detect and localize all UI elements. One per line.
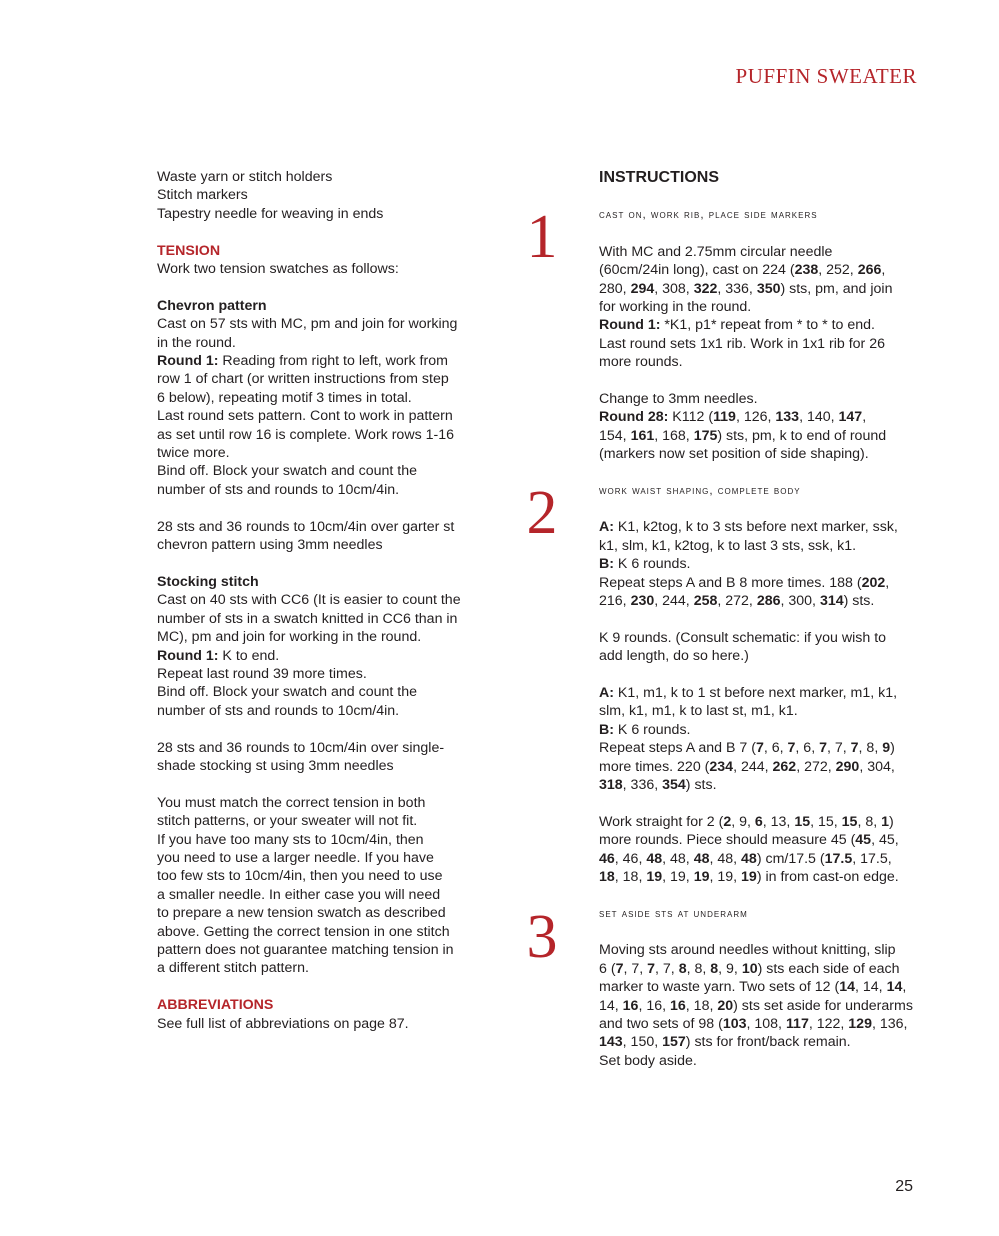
- text-line: more rounds.: [599, 354, 683, 371]
- left-column: [157, 168, 487, 1033]
- text-line: number of sts and rounds to 10cm/4in.: [157, 702, 400, 719]
- text-line: Bind off. Block your swatch and count the: [157, 463, 417, 480]
- materials-item: Waste yarn or stitch holders: [157, 169, 333, 185]
- text-line: 28 sts and 36 rounds to 10cm/4in over single-: [157, 739, 445, 756]
- text-line: k1, slm, k1, k2tog, k to last 3 sts, ssk, k1.: [599, 537, 857, 554]
- stocking-round1: Round 1: K to end.: [157, 647, 280, 664]
- materials-item: Tapestry needle for weaving in ends: [157, 205, 384, 222]
- abbreviations-text: See full list of abbreviations on page 87.: [157, 1015, 409, 1032]
- text-line: 6 below), repeating motif 3 times in total.: [157, 389, 412, 406]
- abbreviations-heading: ABBREVIATIONS: [157, 997, 274, 1014]
- round1-line: Round 1: *K1, p1* repeat from * to * to end.: [599, 317, 875, 334]
- text-line: Set body aside.: [599, 1052, 697, 1069]
- step-b-line: B: K 6 rounds.: [599, 556, 691, 573]
- text-line: shade stocking st using 3mm needles: [157, 757, 394, 774]
- text-line: more rounds. Piece should measure 45 (45, 45,: [599, 832, 899, 849]
- text-line: 28 sts and 36 rounds to 10cm/4in over garter st: [157, 518, 455, 535]
- text-line: chevron pattern using 3mm needles: [157, 537, 383, 554]
- text-line: 280, 294, 308, 322, 336, 350) sts, pm, and join: [599, 280, 893, 297]
- text-line: row 1 of chart (or written instructions from step: [157, 371, 449, 388]
- text-line: 18, 18, 19, 19, 19, 19, 19) in from cast-on edge.: [599, 869, 899, 886]
- text-line: K 9 rounds. (Consult schematic: if you wish to: [599, 629, 887, 646]
- page-number: 25: [895, 1178, 913, 1195]
- step-number-2: 2: [526, 479, 558, 547]
- text-line: (markers now set position of side shaping).: [599, 446, 869, 463]
- text-line: too few sts to 10cm/4in, then you need to use: [157, 868, 443, 885]
- text-line: and two sets of 98 (103, 108, 117, 122, 129, 136,: [599, 1015, 908, 1032]
- text-line: above. Getting the correct tension in one stitch: [157, 923, 450, 940]
- text-line: 154, 161, 168, 175) sts, pm, k to end of round: [599, 427, 887, 444]
- materials-item: Stitch markers: [157, 187, 248, 204]
- round28-line: Round 28: K112 (119, 126, 133, 140, 147,: [599, 409, 867, 426]
- text-line: pattern does not guarantee matching tension in: [157, 941, 454, 958]
- step-number-3: 3: [526, 903, 558, 971]
- stocking-heading: Stocking stitch: [157, 573, 259, 590]
- step-title-2: work waist shaping, complete body: [599, 484, 801, 497]
- text-line: Cast on 57 sts with MC, pm and join for working: [157, 316, 458, 333]
- text-line: Repeat steps A and B 8 more times. 188 (202,: [599, 574, 890, 591]
- text-line: a different stitch pattern.: [157, 960, 309, 977]
- step-title-3: set aside sts at underarm: [599, 907, 748, 920]
- text-line: 318, 336, 354) sts.: [599, 777, 717, 794]
- text-line: twice more.: [157, 445, 230, 462]
- text-line: Cast on 40 sts with CC6 (It is easier to count the: [157, 592, 461, 609]
- text-line: Moving sts around needles without knitting, slip: [599, 942, 896, 959]
- text-line: You must match the correct tension in both: [157, 794, 426, 811]
- instructions-heading: INSTRUCTIONS: [599, 169, 719, 186]
- text-line: stitch patterns, or your sweater will not fit.: [157, 813, 418, 830]
- text-line: With MC and 2.75mm circular needle: [599, 243, 833, 260]
- chevron-round1: Round 1: Reading from right to left, work from: [157, 353, 448, 370]
- text-line: in the round.: [157, 334, 236, 351]
- instructions-column: [599, 168, 919, 1070]
- chevron-heading: Chevron pattern: [157, 297, 267, 314]
- text-line: 46, 46, 48, 48, 48, 48, 48) cm/17.5 (17.5, 17.5,: [599, 850, 892, 867]
- text-line: slm, k1, m1, k to last st, m1, k1.: [599, 703, 798, 720]
- text-line: as set until row 16 is complete. Work rows 1-16: [157, 426, 455, 443]
- text-line: Work straight for 2 (2, 9, 6, 13, 15, 15, 15, 8, 1): [599, 813, 894, 830]
- text-line: If you have too many sts to 10cm/4in, then: [157, 831, 424, 848]
- step-title-1: cast on, work rib, place side markers: [599, 209, 818, 221]
- text-line: number of sts and rounds to 10cm/4in.: [157, 481, 400, 498]
- step-a-line: A: K1, k2tog, k to 3 sts before next marker, ssk,: [599, 519, 898, 536]
- text-line: Repeat last round 39 more times.: [157, 665, 367, 682]
- text-line: (60cm/24in long), cast on 224 (238, 252, 266,: [599, 262, 886, 279]
- text-line: 143, 150, 157) sts for front/back remain.: [599, 1034, 851, 1051]
- text-line: Repeat steps A and B 7 (7, 6, 7, 6, 7, 7, 7, 8, 9): [599, 740, 895, 757]
- text-line: you need to use a larger needle. If you have: [157, 849, 434, 866]
- text-line: 6 (7, 7, 7, 7, 8, 8, 8, 9, 10) sts each side of each: [599, 960, 900, 977]
- text-line: more times. 220 (234, 244, 262, 272, 290, 304,: [599, 758, 895, 775]
- running-head: PUFFIN SWEATER: [735, 64, 917, 88]
- tension-heading: TENSION: [157, 242, 221, 259]
- step-number-1: 1: [526, 203, 558, 271]
- text-line: Change to 3mm needles.: [599, 391, 758, 408]
- step-a-line: A: K1, m1, k to 1 st before next marker, m1, k1,: [599, 685, 898, 702]
- text-line: add length, do so here.): [599, 648, 749, 665]
- text-line: 14, 16, 16, 16, 18, 20) sts set aside for underarms: [599, 997, 913, 1014]
- text-line: marker to waste yarn. Two sets of 12 (14, 14, 14,: [599, 979, 907, 996]
- text-line: number of sts in a swatch knitted in CC6 than in: [157, 610, 458, 627]
- text-line: 216, 230, 244, 258, 272, 286, 300, 314) sts.: [599, 593, 875, 610]
- text-line: MC), pm and join for working in the round.: [157, 629, 422, 646]
- text-line: Bind off. Block your swatch and count the: [157, 684, 417, 701]
- tension-intro: Work two tension swatches as follows:: [157, 261, 399, 278]
- step-b-line: B: K 6 rounds.: [599, 721, 691, 738]
- text-line: to prepare a new tension swatch as described: [157, 905, 446, 922]
- text-line: for working in the round.: [599, 299, 752, 316]
- text-line: a smaller needle. In either case you will need: [157, 886, 441, 903]
- text-line: Last round sets pattern. Cont to work in pattern: [157, 408, 453, 425]
- text-line: Last round sets 1x1 rib. Work in 1x1 rib for 26: [599, 335, 885, 352]
